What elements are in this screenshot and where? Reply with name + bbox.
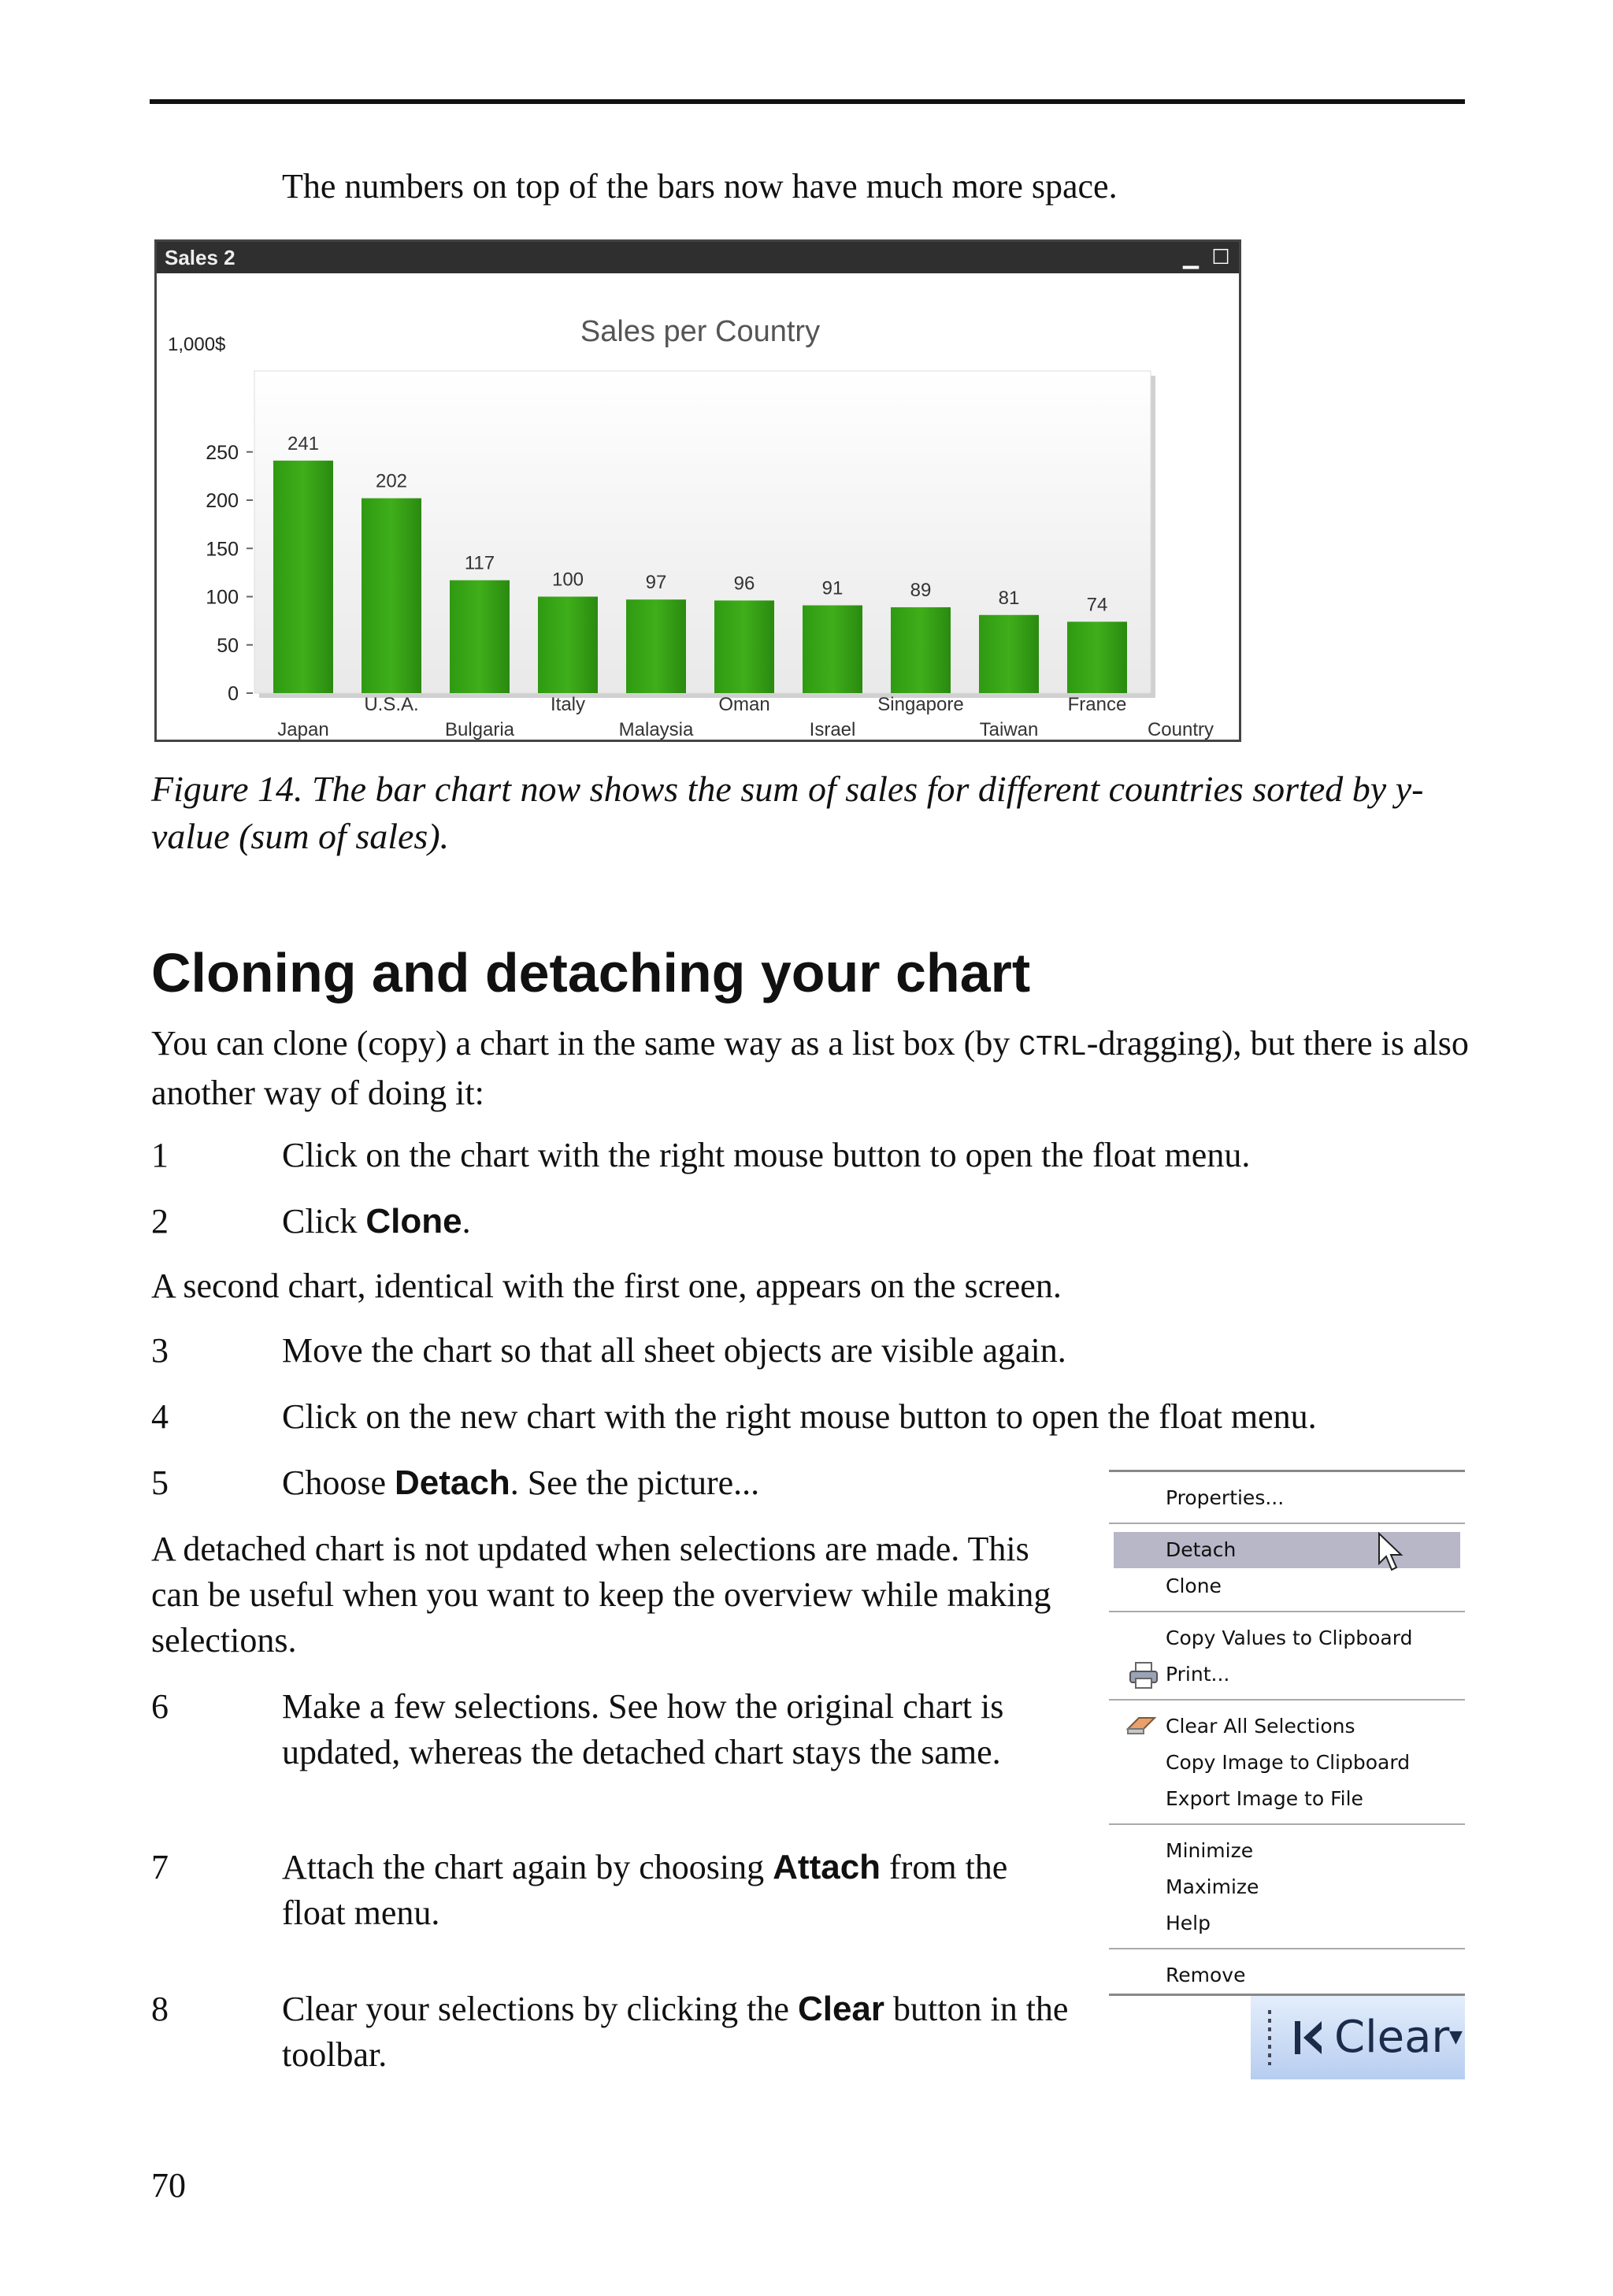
- bar-japan: [273, 461, 333, 693]
- menu-item-export-image[interactable]: Export Image to File: [1166, 1787, 1363, 1810]
- chart-window[interactable]: [154, 239, 1241, 742]
- x-tick-label: U.S.A.: [364, 694, 419, 715]
- menu-separator: [1109, 1948, 1465, 1949]
- bar-israel: [803, 606, 862, 693]
- maximize-icon[interactable]: ☐: [1211, 245, 1230, 269]
- data-label: 241: [287, 432, 320, 454]
- intro-text: The numbers on top of the bars now have much more space.: [282, 167, 1118, 206]
- step-8-text: Clear your selections by clicking the Clear button in the toolbar.: [282, 1990, 1069, 2074]
- context-menu: [1109, 1470, 1465, 1996]
- toolbar: [1251, 1996, 1465, 2079]
- menu-item-remove[interactable]: Remove: [1166, 1964, 1246, 1986]
- menu-item-help[interactable]: Help: [1166, 1912, 1211, 1934]
- ctrl-key: CTRL: [1018, 1031, 1087, 1063]
- step-5-text: Choose Detach. See the picture...: [282, 1463, 760, 1502]
- step-7-text: Attach the chart again by choosing Attach from the float menu.: [282, 1848, 1008, 1932]
- y-tick-label: 0: [228, 683, 239, 705]
- chart-title: Sales per Country: [580, 315, 821, 348]
- step-number: 2: [151, 1202, 169, 1241]
- clear-label: Clear: [1334, 2012, 1450, 2063]
- menu-separator: [1109, 1699, 1465, 1701]
- x-tick-label: Taiwan: [979, 719, 1039, 740]
- mouse-cursor-icon: [1377, 1532, 1405, 1576]
- step-number: 4: [151, 1397, 169, 1436]
- printer-icon: [1128, 1661, 1159, 1690]
- y-tick-label: 200: [206, 490, 239, 512]
- step-6-text: Make a few selections. See how the original chart is updated, whereas the detached chart stays the same.: [282, 1687, 1004, 1771]
- step-number: 5: [151, 1463, 169, 1502]
- data-label: 100: [551, 569, 584, 591]
- chevron-down-icon: ▼: [1449, 2027, 1463, 2047]
- paragraph-detached: A detached chart is not updated when selections are made. This can be useful when you want to keep the overview while making selections.: [151, 1530, 1051, 1660]
- bar-oman: [714, 600, 774, 693]
- menu-separator: [1109, 1823, 1465, 1825]
- menu-item-properties[interactable]: Properties...: [1166, 1486, 1285, 1509]
- window-title-bar[interactable]: [157, 242, 1239, 273]
- sales-bar-chart[interactable]: [157, 273, 1239, 740]
- y-tick-label: 100: [206, 586, 239, 609]
- bar-bulgaria: [450, 580, 510, 693]
- menu-item-print[interactable]: Print...: [1166, 1663, 1230, 1686]
- step-number: 7: [151, 1848, 169, 1886]
- x-tick-label: Oman: [718, 694, 770, 715]
- minimize-icon[interactable]: ▁: [1183, 245, 1199, 269]
- y-axis-label: 1,000$: [168, 334, 226, 355]
- clear-button[interactable]: [1282, 1996, 1465, 2079]
- intro-paragraph: You can clone (copy) a chart in the same way as a list box (by CTRL-dragging), but there is also another way of doing it:: [151, 1024, 1469, 1112]
- data-label: 96: [733, 573, 755, 595]
- step-4-text: Click on the new chart with the right mouse button to open the float menu.: [282, 1397, 1317, 1436]
- y-tick-label: 250: [206, 441, 239, 464]
- step-number: 3: [151, 1331, 169, 1370]
- step-3-text: Move the chart so that all sheet objects are visible again.: [282, 1331, 1066, 1370]
- x-tick-label: Japan: [277, 719, 329, 740]
- step-1-text: Click on the chart with the right mouse button to open the float menu.: [282, 1136, 1251, 1174]
- menu-item-copy-values[interactable]: Copy Values to Clipboard: [1166, 1626, 1413, 1649]
- paragraph-second-chart: A second chart, identical with the first one, appears on the screen.: [151, 1267, 1062, 1305]
- menu-separator: [1109, 1611, 1465, 1612]
- toolbar-grip[interactable]: [1268, 2010, 1271, 2065]
- x-tick-label: France: [1067, 694, 1127, 715]
- data-label: 97: [645, 572, 667, 594]
- clear-icon: [1293, 2020, 1325, 2056]
- data-label: 74: [1086, 594, 1108, 616]
- bar-taiwan: [979, 615, 1039, 693]
- menu-separator: [1109, 1523, 1465, 1524]
- step-2-text: Click Clone.: [282, 1202, 471, 1241]
- x-tick-label: Malaysia: [618, 719, 694, 740]
- bar-italy: [538, 597, 598, 694]
- x-tick-label: Italy: [550, 694, 586, 715]
- figure-caption: Figure 14. The bar chart now shows the sum of sales for different countries sorted by y-value (sum of sales).: [151, 769, 1424, 856]
- data-label: 202: [375, 470, 408, 492]
- menu-item-detach[interactable]: Detach: [1166, 1538, 1237, 1561]
- bar-france: [1067, 621, 1127, 693]
- y-tick-label: 150: [206, 538, 239, 561]
- step-number: 8: [151, 1990, 169, 2028]
- x-tick-label: Israel: [809, 719, 856, 740]
- y-tick-label: 50: [217, 634, 239, 657]
- menu-item-clone[interactable]: Clone: [1166, 1575, 1222, 1597]
- menu-item-minimize[interactable]: Minimize: [1166, 1839, 1254, 1862]
- x-tick-label: Bulgaria: [444, 719, 515, 740]
- step-number: 6: [151, 1687, 169, 1726]
- window-title: Sales 2: [165, 246, 235, 269]
- menu-item-maximize[interactable]: Maximize: [1166, 1875, 1259, 1898]
- bar-malaysia: [626, 599, 686, 693]
- step-number: 1: [151, 1136, 169, 1174]
- bar-singapore: [891, 607, 951, 693]
- eraser-icon: [1125, 1712, 1159, 1737]
- data-label: 117: [464, 552, 495, 574]
- x-axis-label: Country: [1147, 719, 1214, 740]
- bar-usa: [362, 499, 421, 693]
- data-label: 89: [910, 579, 932, 601]
- section-heading: Cloning and detaching your chart: [151, 942, 1031, 1003]
- menu-item-copy-image[interactable]: Copy Image to Clipboard: [1166, 1751, 1411, 1774]
- page-number: 70: [151, 2166, 186, 2205]
- data-label: 91: [821, 577, 844, 599]
- menu-item-clear-all[interactable]: Clear All Selections: [1166, 1715, 1355, 1738]
- header-rule: [150, 99, 1465, 104]
- x-tick-label: Singapore: [877, 694, 964, 715]
- data-label: 81: [998, 587, 1020, 609]
